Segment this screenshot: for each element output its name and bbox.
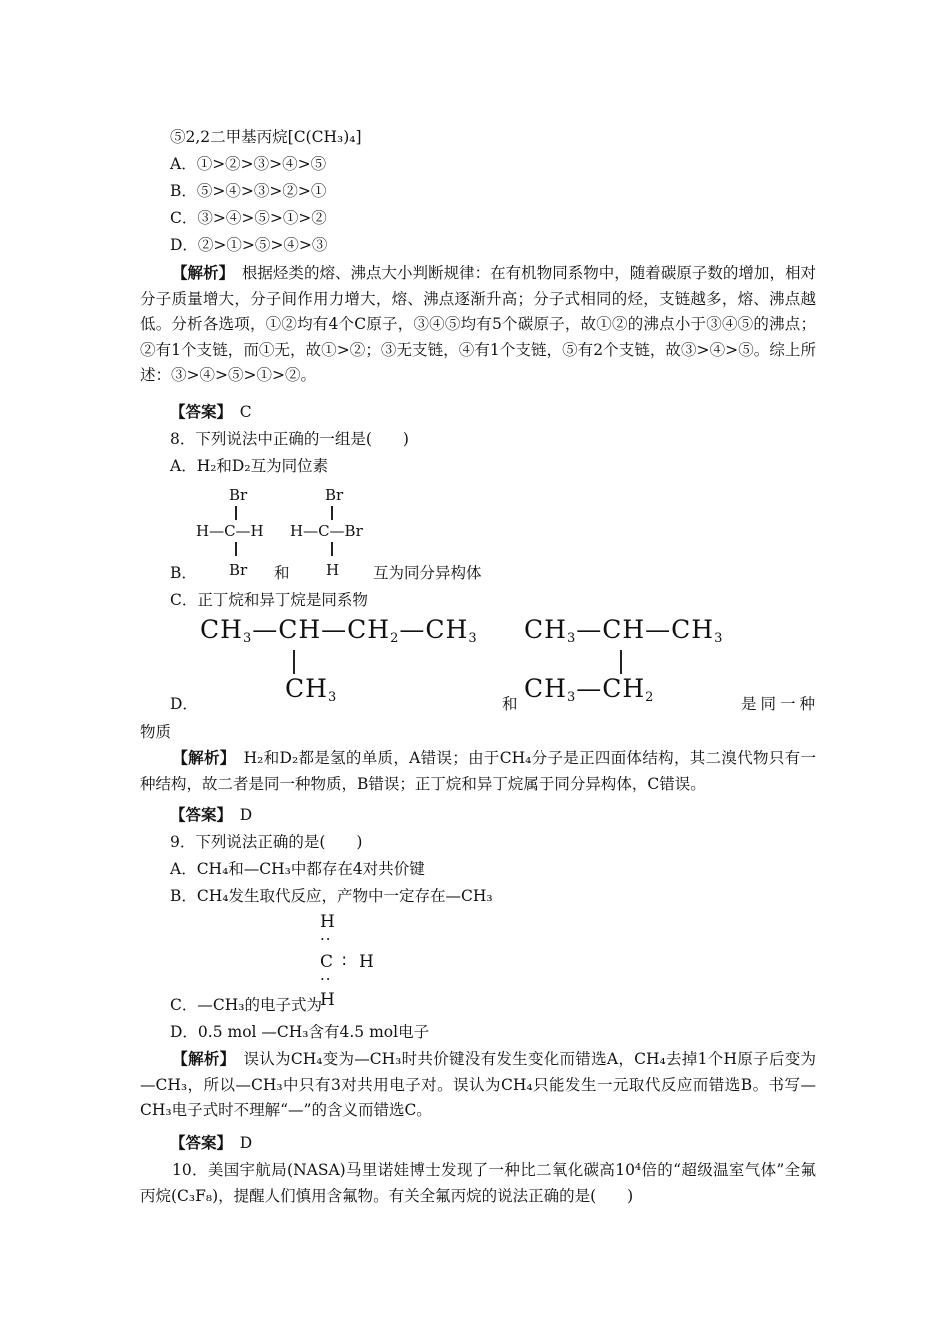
q8-choice-b-label: B． (170, 564, 197, 582)
chain-main: $CH_3—CH—CH_2—CH_3$ (200, 615, 478, 646)
atom-label: Br (229, 561, 248, 579)
q10-stem (140, 1158, 816, 1209)
q8-answer (170, 805, 252, 825)
atom-label: Br (229, 486, 248, 504)
chain-branch: $CH_3$ (285, 674, 338, 705)
q8-choice-d-text2: 物质 (140, 723, 172, 741)
bond-line (293, 650, 295, 674)
answer-tag: 【答案】 (170, 402, 225, 421)
q9-analysis (140, 1046, 816, 1124)
q8-choice-c: C．正丁烷和异丁烷是同系物 (170, 591, 368, 609)
answer-value: C (239, 403, 252, 421)
analysis-text: 根据烃类的熔、沸点大小判断规律：在有机物同系物中，随着碳原子数的增加，相对分子质量增大，分子间作用力增大，熔、沸点逐渐升高；分子式相同的烃，支链越多，熔、沸点越低。分析各选项，①②均有4个C原子，③④⑤均有5个碳原子，故①②的沸点小于③④⑤的沸点；②有1个支链，而①无，故①>②；③无支链，④有1个支链，⑤有2个支链，故③>④>⑤。综上所述：③>④>⑤>①>②。 (140, 264, 816, 385)
bond-line (331, 506, 333, 520)
electron-dots: ·· (320, 970, 332, 988)
chain-bottom: $CH_3—CH_2$ (524, 674, 655, 705)
q8-choice-b-and: 和 (274, 564, 290, 582)
q8-choice-b-text: 互为同分异构体 (373, 564, 482, 582)
stem-text: 10．美国宇航局(NASA)马里诺娃博士发现了一种比二氧化碳高10⁴倍的“超级温室气体”全氟丙烷(C₃F₈)，提醒人们慎用含氟物。有关全氟丙烷的说法正确的是( ) (140, 1161, 816, 1205)
q9-choice-b: B．CH₄发生取代反应，产物中一定存在—CH₃ (170, 887, 493, 905)
q9-stem: 9．下列说法正确的是( ) (170, 833, 363, 851)
atom-label: H (359, 952, 374, 972)
atom-label: Br (325, 486, 344, 504)
atom-label: H (326, 561, 340, 579)
analysis-tag: 【解析】 (172, 748, 228, 767)
q7-answer (170, 402, 252, 422)
q9-choice-a: A．CH₄和—CH₃中都存在4对共价键 (170, 860, 425, 878)
q8-analysis (140, 745, 816, 797)
analysis-text: H₂和D₂都是氢的单质，A错误；由于CH₄分子是正四面体结构，其二溴代物只有一种结构，故二者是同一种物质，B错误；正丁烷和异丁烷属于同分异构体，C错误。 (140, 749, 816, 793)
q9-answer (170, 1133, 252, 1153)
q8-stem: 8．下列说法中正确的一组是( ) (170, 430, 409, 448)
q7-choice-b: B．⑤>④>③>②>① (170, 182, 327, 200)
atom-label: H (320, 990, 335, 1010)
answer-value: D (239, 1134, 253, 1152)
answer-tag: 【答案】 (170, 1133, 225, 1152)
q7-choice-c: C．③>④>⑤>①>② (170, 209, 327, 227)
bond-line (235, 506, 237, 520)
q8-choice-a: A．H₂和D₂互为同位素 (170, 457, 329, 475)
analysis-tag: 【解析】 (172, 263, 227, 282)
q8-choice-d-label: D． (170, 695, 198, 713)
analysis-tag: 【解析】 (172, 1049, 228, 1068)
answer-value: D (239, 806, 253, 824)
q8-choice-d-and: 和 (502, 695, 518, 713)
answer-tag: 【答案】 (170, 805, 225, 824)
q9-choice-c: C．—CH₃的电子式为 (170, 996, 322, 1014)
electron-dots: ·· (320, 930, 332, 948)
electron-dots: ∶ (342, 952, 347, 972)
q7-choice-d: D．②>①>⑤>④>③ (170, 236, 328, 254)
bond-line (235, 542, 237, 556)
bond-line (331, 542, 333, 556)
q9-choice-d: D．0.5 mol —CH₃含有4.5 mol电子 (170, 1023, 430, 1041)
q8-choice-d-text: 是同一种 (741, 695, 820, 713)
chain-top: $CH_3—CH—CH_3$ (524, 615, 724, 646)
atom-label: C (320, 952, 334, 972)
analysis-text: 误认为CH₄变为—CH₃时共价键没有发生变化而错选A，CH₄去掉1个H原子后变为—CH₃，所以—CH₃中只有3对共用电子对。误认为CH₄只能发生一元取代反应而错选B。书写—CH₃电子式时不理解“—”的含义而错选C。 (140, 1050, 816, 1120)
atom-label: H (320, 912, 335, 932)
q7-choice-a: A．①>②>③>④>⑤ (170, 155, 327, 173)
bond-line (620, 650, 622, 674)
atom-row: H—C—H (196, 522, 264, 540)
atom-row: H—C—Br (290, 522, 363, 540)
q7-analysis (140, 260, 816, 389)
q7-option-5: ⑤2,2二甲基丙烷[C(CH₃)₄] (170, 128, 362, 146)
